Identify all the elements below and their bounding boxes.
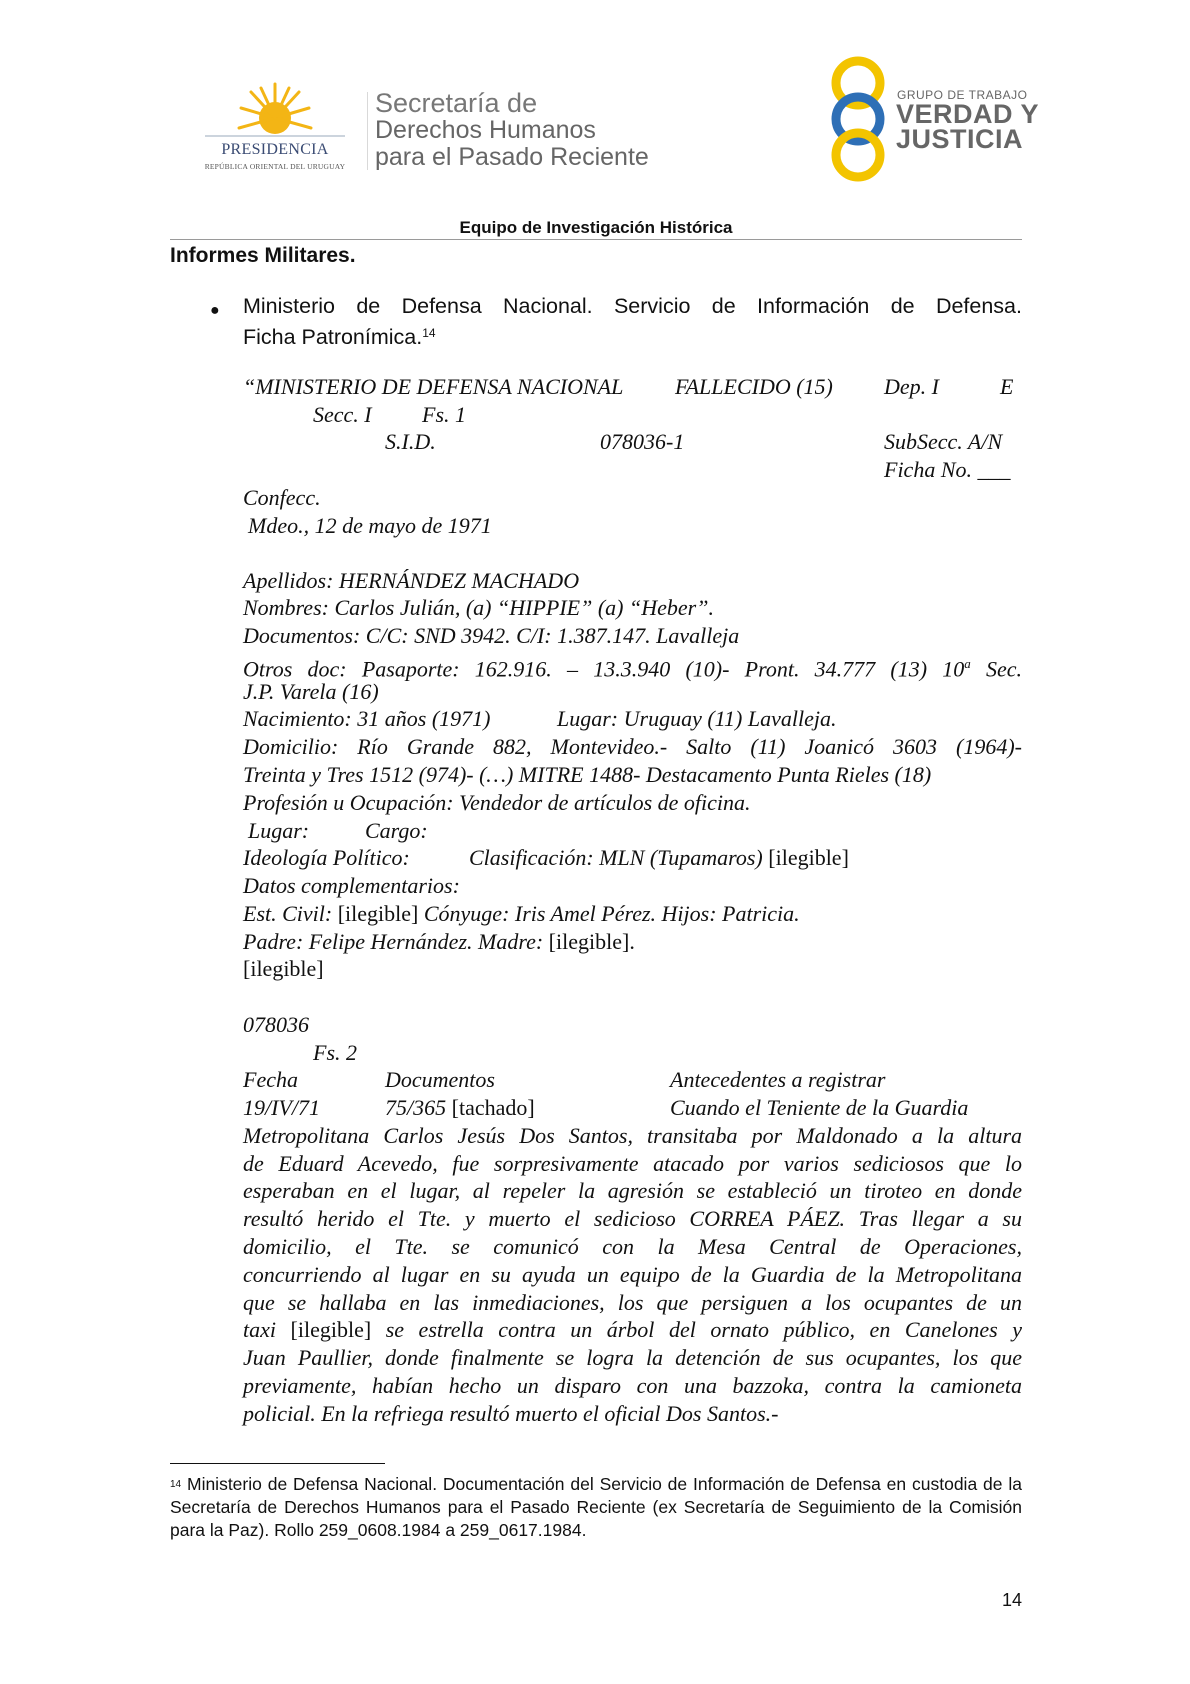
para-line-5: domicilio, el Tte. se comunicó con la Mesa Central de Operaciones,	[243, 1234, 1022, 1259]
secretaria-line-2: Derechos Humanos	[375, 116, 596, 144]
secretaria-title	[375, 90, 649, 171]
para-line-4: resultó herido el Tte. y muerto el sedicioso CORREA PÁEZ. Tras llegar a su	[243, 1206, 1022, 1231]
otros-doc-sec: Sec.	[970, 656, 1022, 682]
ficha-documentos: Documentos: C/C: SND 3942. C/I: 1.387.147. Lavalleja	[243, 623, 740, 648]
ficha-fs1: Fs. 1	[422, 402, 466, 427]
padre-dot: .	[629, 929, 635, 954]
para-8-ilegible: [ilegible]	[290, 1317, 372, 1342]
para-line-11: policial. En la refriega resultó muerto el oficial Dos Santos.-	[243, 1401, 779, 1426]
ficha-lugar: Lugar: Uruguay (11) Lavalleja.	[557, 706, 837, 731]
bullet-line-2	[243, 322, 436, 353]
ficha-domicilio-1: Domicilio: Río Grande 882, Montevideo.- Salto (11) Joanicó 3603 (1964)-	[243, 734, 1022, 759]
presidencia-label: PRESIDENCIA	[221, 141, 329, 158]
row-doc-number: 75/365	[385, 1095, 447, 1120]
ficha-nombres: Nombres: Carlos Julián, (a) “HIPPIE” (a) “Heber”.	[243, 595, 714, 620]
padre-text: Padre: Felipe Hernández. Madre:	[243, 929, 544, 954]
ficha-clasificacion	[469, 844, 849, 872]
bullet-icon: ●	[210, 302, 220, 319]
verdad-label: VERDAD Y	[896, 99, 1040, 129]
ficha2-fs: Fs. 2	[313, 1040, 357, 1065]
para-line-1: Metropolitana Carlos Jesús Dos Santos, transitaba por Maldonado a la altura	[243, 1123, 1022, 1148]
footnote-number: 14	[170, 1479, 182, 1490]
otros-doc-sup: a	[964, 656, 971, 671]
col-documentos: Documentos	[385, 1067, 495, 1092]
bullet-line-1: Ministerio de Defensa Nacional. Servicio de Información de Defensa.	[243, 294, 1022, 318]
verdad-justicia-logo	[818, 55, 898, 183]
section-title: Informes Militares.	[170, 244, 356, 267]
presidencia-subtitle: REPÚBLICA ORIENTAL DEL URUGUAY	[204, 162, 346, 171]
ficha-lugar-2: Lugar:	[248, 818, 310, 843]
estcivil-ilegible: [ilegible]	[337, 901, 419, 926]
ficha-profesion: Profesión u Ocupación: Vendedor de artículos de oficina.	[243, 790, 751, 815]
ficha-padre	[243, 928, 635, 956]
secretaria-line-1: Secretaría de	[375, 88, 538, 118]
ficha-secc: Secc. I	[313, 402, 372, 427]
secretaria-line-3: para el Pasado Reciente	[375, 143, 649, 171]
verdad-justicia-title	[896, 99, 1040, 154]
header-divider	[367, 92, 368, 170]
otros-doc-text: Otros doc: Pasaporte: 162.916. – 13.3.940 (10)- Pront. 34.777 (13) 10	[243, 656, 965, 682]
para-line-6: concurriendo al lugar en su ayuda un equipo de la Guardia de la Metropolitana	[243, 1262, 1022, 1287]
para-line-8	[243, 1316, 1022, 1344]
clasificacion-text: Clasificación: MLN (Tupamaros)	[469, 845, 763, 870]
ficha-number: 078036-1	[600, 429, 685, 454]
ficha2-number: 078036	[243, 1012, 309, 1037]
footnote-ref[interactable]: 14	[422, 326, 436, 340]
ficha-no: Ficha No. ___	[884, 457, 1011, 482]
estcivil-label: Est. Civil:	[243, 901, 333, 926]
ficha-fallecido: FALLECIDO (15)	[675, 374, 833, 399]
ficha-confecc: Confecc.	[243, 485, 321, 510]
ficha-otros-doc-2: J.P. Varela (16)	[243, 679, 379, 704]
para-line-3: esperaban en el lugar, al repeler la agresión se estableció un tiroteo en donde	[243, 1178, 1022, 1203]
para-line-7: que se hallaba en las inmediaciones, los que persiguen a los ocupantes de un	[243, 1290, 1022, 1315]
footnote	[170, 1473, 1022, 1542]
ficha-subsecc: SubSecc. A/N	[884, 429, 1003, 454]
ficha-nacimiento: Nacimiento: 31 años (1971)	[243, 706, 491, 731]
ficha-sid: S.I.D.	[385, 429, 436, 454]
para-line-9: Juan Paullier, donde finalmente se logra la detención de sus ocupantes, los que	[243, 1345, 1022, 1370]
page-number: 14	[1001, 1590, 1022, 1610]
col-antecedentes: Antecedentes a registrar	[670, 1067, 886, 1092]
ficha-apellidos: Apellidos: HERNÁNDEZ MACHADO	[243, 568, 580, 593]
footnote-text: Ministerio de Defensa Nacional. Documentación del Servicio de Información de Defensa en custodia de la Secretaría de Derechos Humanos para el Pasado Reciente (ex Secretaría de Seguimiento de la Comisión para la Paz). Rollo 259_0608.1984 a 259_0617.1984.	[170, 1474, 1022, 1540]
row-tachado: [tachado]	[451, 1095, 535, 1120]
footnote-rule	[170, 1463, 385, 1464]
justicia-label: JUSTICIA	[896, 124, 1024, 154]
ficha-h1: “MINISTERIO DE DEFENSA NACIONAL	[243, 374, 624, 399]
ficha-date: Mdeo., 12 de mayo de 1971	[248, 513, 492, 538]
row-documento	[385, 1094, 535, 1122]
ficha-e: E	[1000, 374, 1014, 399]
ficha-domicilio-2: Treinta y Tres 1512 (974)- (…) MITRE 1488- Destacamento Punta Rieles (18)	[243, 762, 932, 787]
ficha-ideologia: Ideología Político:	[243, 845, 410, 870]
row-fecha: 19/IV/71	[243, 1095, 320, 1120]
ficha-ilegible-line: [ilegible]	[243, 956, 324, 981]
para-line-2: de Eduard Acevedo, fue sorpresivamente atacado por varios sediciosos que lo	[243, 1151, 1022, 1176]
para-8-c: se estrella contra un árbol del ornato público, en Canelones y	[385, 1317, 1023, 1342]
para-8-a: taxi	[243, 1317, 276, 1342]
ficha-estcivil	[243, 900, 800, 928]
ficha-datos: Datos complementarios:	[243, 873, 460, 898]
col-fecha: Fecha	[243, 1067, 298, 1092]
ilegible-mark: [ilegible]	[768, 845, 849, 870]
row-antecedente: Cuando el Teniente de la Guardia	[670, 1095, 969, 1120]
bullet-line-2-text: Ficha Patronímica.	[243, 325, 423, 349]
header-rule	[170, 239, 1022, 240]
conyuge-text: Cónyuge: Iris Amel Pérez. Hijos: Patricia.	[423, 901, 800, 926]
madre-ilegible: [ilegible]	[548, 929, 630, 954]
ficha-cargo: Cargo:	[365, 818, 428, 843]
grupo-trabajo-label: GRUPO DE TRABAJO	[897, 88, 1028, 102]
team-heading: Equipo de Investigación Histórica	[459, 218, 733, 237]
para-line-10: previamente, habían hecho un disparo con una bazzoka, contra la camioneta	[243, 1373, 1022, 1398]
ficha-dep: Dep. I	[884, 374, 939, 399]
